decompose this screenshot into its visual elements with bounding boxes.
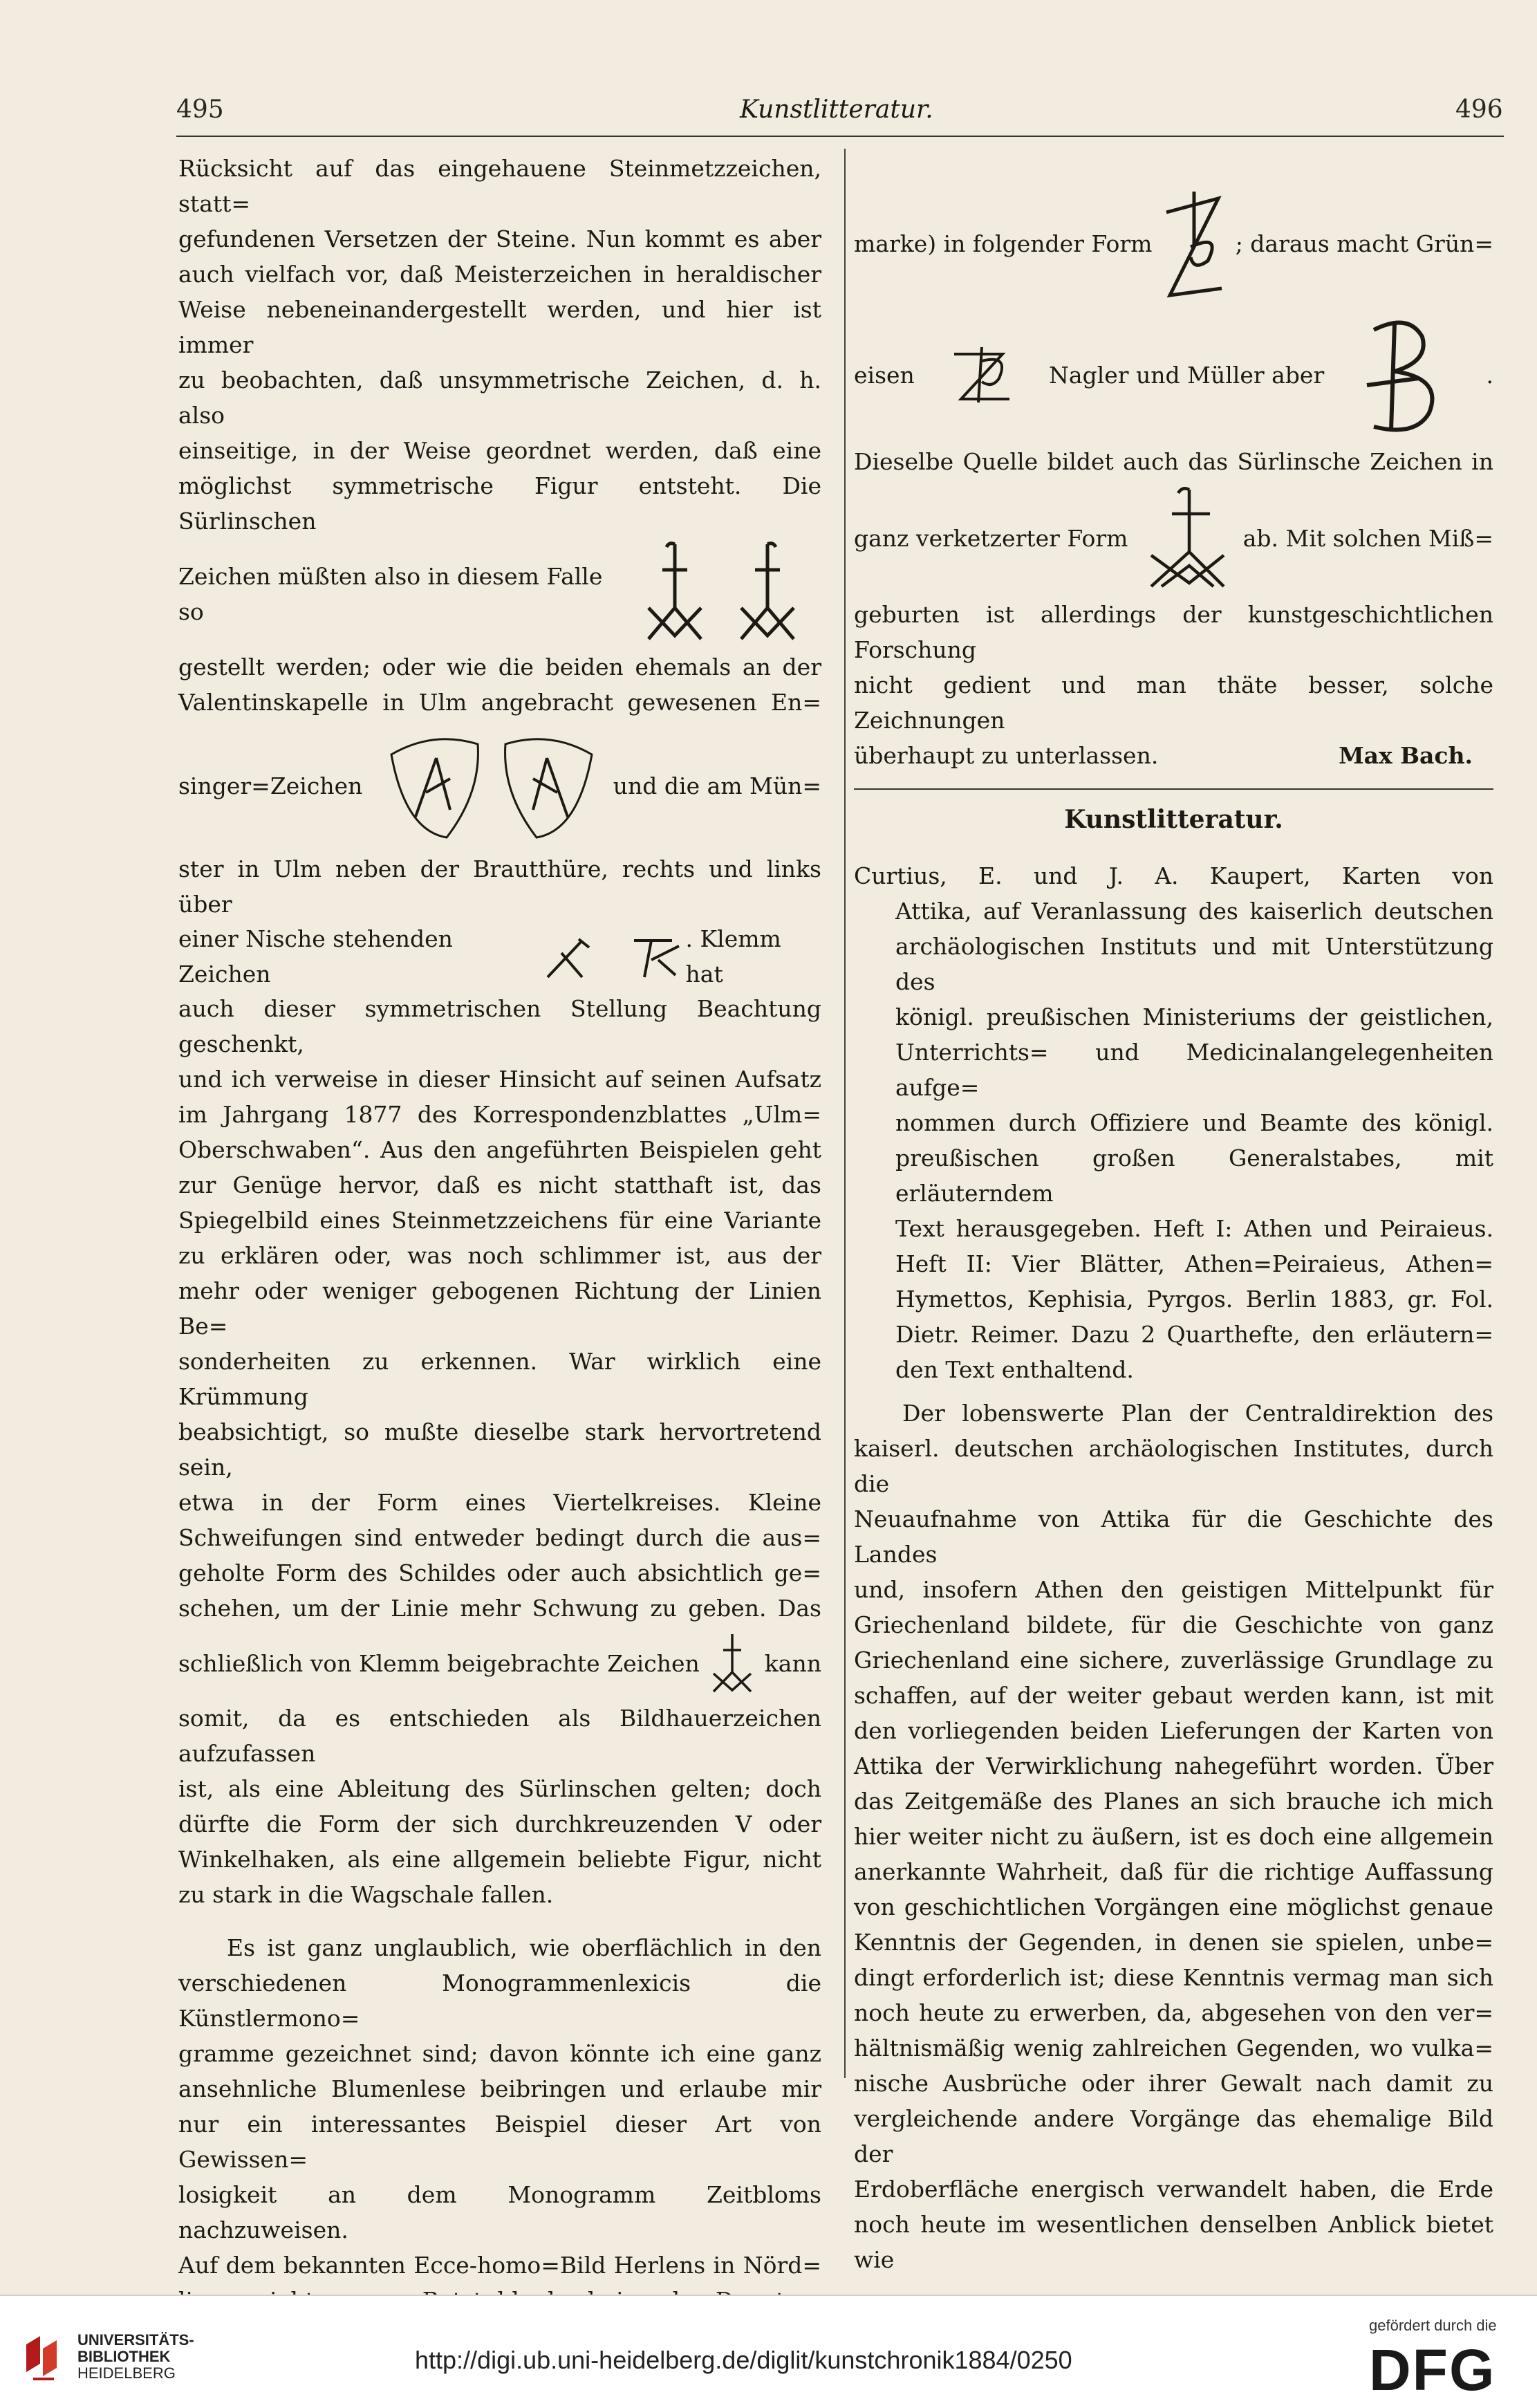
figure-line-variants	[854, 306, 1493, 444]
section-heading: Kunstlitteratur.	[1064, 805, 1283, 834]
text-line: Der lobenswerte Plan der Centraldirektion des	[902, 1400, 1493, 1427]
text-line: Griechenland bildete, für die Geschichte von ganz	[854, 1611, 1493, 1638]
text-line: Zeichen müßten also in diesem Falle so	[178, 563, 603, 625]
text-line: hältnismäßig wenig zahlreichen Gegenden, wo vulka=	[854, 2035, 1493, 2062]
text-line: Kenntnis der Gegenden, in denen sie spielen, unbe=	[854, 1929, 1493, 1956]
dfg-logo[interactable]: DFG	[1369, 2337, 1496, 2402]
text-line: Erdoberfläche energisch verwandelt haben, die Erde	[854, 2176, 1493, 2203]
monogram-variant-icon	[944, 340, 1020, 409]
text-line: etwa in der Form eines Viertelkreises. Kleine	[178, 1489, 821, 1516]
text-line: und, insofern Athen den geistigen Mittelpunkt für	[854, 1576, 1493, 1603]
text-line: einer Nische stehenden Zeichen	[178, 925, 453, 988]
text-line: dingt erforderlich ist; diese Kenntnis vermag man sich	[854, 1964, 1493, 1991]
text-line: Valentinskapelle in Ulm angebracht gewesenen En=	[178, 689, 821, 716]
text-line: sonderheiten zu erkennen. War wirklich eine Krümmung	[178, 1348, 821, 1410]
text-line: zu beobachten, daß unsymmetrische Zeichen, d. h. also	[178, 367, 821, 429]
university-library-logo[interactable]	[19, 2331, 71, 2382]
text-line: ganz verketzerter Form	[854, 524, 1128, 552]
library-name-line: HEIDELBERG	[77, 2364, 176, 2382]
text-line: und ich verweise in dieser Hinsicht auf seinen Aufsatz	[178, 1066, 821, 1093]
text-line: eisen	[854, 361, 915, 389]
text-line: Attika, auf Veranlassung des kaiserlich deutschen	[895, 898, 1493, 925]
page-number-right: 496	[1455, 95, 1503, 124]
text-line: möglichst symmetrische Figur entsteht. Die Sürlinschen	[178, 472, 821, 535]
text-line: schließlich von Klemm beigebrachte Zeichen	[178, 1649, 700, 1677]
text-line: singer=Zeichen	[178, 772, 363, 799]
text-line: Neuaufnahme von Attika für die Geschichte des Landes	[854, 1506, 1493, 1568]
text-line: marke) in folgender Form	[854, 230, 1153, 257]
text-line: nicht gedient und man thäte besser, solche Zeichnungen	[854, 672, 1493, 734]
text-line: und die am Mün=	[613, 772, 821, 799]
shield-mark-icon	[384, 727, 485, 844]
text-line: verschiedenen Monogrammenlexicis die Künstlermono=	[178, 1970, 821, 2032]
viewer-footer	[0, 2295, 1537, 2408]
text-line: Es ist ganz unglaublich, wie oberflächlich in den	[227, 1934, 821, 1961]
text-line: Dietr. Reimer. Dazu 2 Quarthefte, den erläutern=	[895, 1321, 1493, 1348]
text-line: von geschichtlichen Vorgängen eine möglichst genaue	[854, 1893, 1493, 1920]
text-line: gefundenen Versetzen der Steine. Nun kommt es aber	[178, 225, 821, 252]
text-line: Oberschwaben“. Aus den angeführten Beispielen geht	[178, 1136, 821, 1163]
library-name-line: BIBLIOTHEK	[77, 2348, 171, 2365]
text-line: anerkannte Wahrheit, daß für die richtige Auffassung	[854, 1858, 1493, 1885]
niche-mark-left-icon	[541, 932, 603, 981]
text-line: auch dieser symmetrischen Stellung Beachtung geschenkt,	[178, 995, 821, 1057]
text-line: ansehnliche Blumenlese beibringen und erlaube mir	[178, 2075, 821, 2102]
text-line: zu stark in die Wagschale fallen.	[178, 1881, 554, 1908]
text-line: kann	[764, 1649, 821, 1677]
text-line: gramme gezeichnet sind; davon könnte ich eine ganz	[178, 2040, 821, 2067]
text-line: Nagler und Müller aber	[1049, 361, 1325, 389]
funding-note: gefördert durch die	[1369, 2317, 1497, 2334]
permalink-url[interactable]: http://digi.ub.uni-heidelberg.de/diglit/kunstchronik1884/0250	[415, 2346, 1072, 2374]
left-column	[178, 151, 821, 2353]
shield-mark-mirrored-icon	[499, 727, 599, 844]
text-line: gestellt werden; oder wie die beiden ehemals an der	[178, 654, 821, 680]
klemm-mark-icon	[708, 1631, 756, 1696]
text-line: noch heute zu erwerben, da, abgesehen von den ver=	[854, 1999, 1493, 2026]
text-line: Text herausgegeben. Heft I: Athen und Peiraieus.	[895, 1215, 1493, 1242]
text-line: geholte Form des Schildes oder auch absichtlich ge=	[178, 1559, 821, 1586]
text-line: königl. preußischen Ministeriums der geistlichen,	[895, 1003, 1493, 1030]
niche-mark-right-icon	[624, 932, 686, 981]
house-mark-icon	[1153, 185, 1236, 302]
text-line: Unterrichts= und Medicinalangelegenheiten aufge=	[895, 1039, 1493, 1101]
text-line: den vorliegenden beiden Lieferungen der Karten von	[854, 1717, 1493, 1744]
text-line: mehr oder weniger gebogenen Richtung der Linien Be=	[178, 1277, 821, 1340]
mason-mark-mirrored-icon	[732, 539, 808, 649]
figure-line-suerlin	[178, 539, 821, 649]
text-line: preußischen großen Generalstabes, mit erläuterndem	[895, 1145, 1493, 1207]
text-line: Schweifungen sind entweder bedingt durch die aus=	[178, 1524, 821, 1551]
right-column	[854, 181, 1493, 2277]
text-line	[854, 738, 1493, 773]
text-line: nur ein interessantes Beispiel dieser Art von Gewissen=	[178, 2111, 821, 2173]
text-line: geburten ist allerdings der kunstgeschichtlichen Forschung	[854, 601, 1493, 663]
author-signature: Max Bach.	[1339, 742, 1473, 769]
text-line: beabsichtigt, so mußte dieselbe stark hervortretend sein,	[178, 1418, 821, 1481]
text-line: ; daraus macht Grün=	[1235, 230, 1493, 257]
text-line: ster in Ulm neben der Brautthüre, rechts und links über	[178, 855, 821, 918]
text-line: zur Genüge hervor, daß es nicht statthaft ist, das	[178, 1171, 821, 1198]
library-name[interactable]	[77, 2332, 194, 2382]
text-line: den Text enthaltend.	[895, 1356, 1134, 1383]
text-line: Auf dem bekannten Ecce-homo=Bild Herlens in Nörd=	[178, 2252, 821, 2279]
text-line: Griechenland eine sichere, zuverlässige Grundlage zu	[854, 1647, 1493, 1674]
column-divider	[844, 149, 846, 2078]
text-line: somit, da es entschieden als Bildhauerzeichen aufzufassen	[178, 1705, 821, 1767]
text-line: ab. Mit solchen Miß=	[1242, 524, 1493, 552]
text-line: im Jahrgang 1877 des Korrespondenzblattes „Ulm=	[178, 1101, 821, 1128]
text-line: Spiegelbild eines Steinmetzzeichens für eine Variante	[178, 1207, 821, 1234]
text-line: Curtius, E. und J. A. Kaupert, Karten von	[854, 862, 1493, 889]
text-line: das Zeitgemäße des Planes an sich brauche ich mich	[854, 1788, 1493, 1815]
text-line: auch vielfach vor, daß Meisterzeichen in heraldischer	[178, 261, 821, 288]
text-line: noch heute im wesentlichen denselben Anblick bietet wie	[854, 2211, 1493, 2273]
header-rule	[176, 136, 1504, 137]
text-line: zu erklären oder, was noch schlimmer ist, aus der	[178, 1242, 821, 1269]
text-line: archäologischen Instituts und mit Unterstützung des	[895, 933, 1493, 995]
text-line: Dieselbe Quelle bildet auch das Sürlinsche Zeichen in	[854, 448, 1493, 475]
text-line: Rücksicht auf das eingehauene Steinmetzzeichen, statt=	[178, 155, 821, 217]
mason-mark-icon	[635, 539, 711, 649]
text-line: . Klemm hat	[685, 925, 781, 988]
library-name-line: UNIVERSITÄTS-	[77, 2331, 194, 2349]
text-line: schaffen, auf der weiter gebaut werden kann, ist mit	[854, 1682, 1493, 1709]
text-line: einseitige, in der Weise geordnet werden, daß eine	[178, 437, 821, 464]
figure-line-hausmarke	[854, 181, 1493, 306]
figure-line-klemm	[178, 1626, 821, 1701]
page-number-left: 495	[176, 95, 224, 124]
text-line: Hymettos, Kephisia, Pyrgos. Berlin 1883, gr. Fol.	[895, 1286, 1493, 1313]
text-line: überhaupt zu unterlassen.	[854, 742, 1159, 769]
running-title: Kunstlitteratur.	[740, 95, 933, 124]
text-line: Attika der Verwirklichung nahegeführt worden. Über	[854, 1752, 1493, 1779]
text-line: nische Ausbrüche oder ihrer Gewalt nach damit zu	[854, 2070, 1493, 2097]
text-line: ist, als eine Ableitung des Sürlinschen gelten; doch	[178, 1775, 821, 1802]
corrupted-mark-icon	[1134, 483, 1238, 593]
text-line: kaiserl. deutschen archäologischen Institutes, durch die	[854, 1435, 1493, 1497]
monogram-b-icon	[1353, 309, 1457, 441]
text-line: schehen, um der Linie mehr Schwung zu geben. Das	[178, 1595, 821, 1622]
text-line: vergleichende andere Vorgänge das ehemalige Bild der	[854, 2105, 1493, 2167]
text-line: Winkelhaken, als eine allgemein beliebte Figur, nicht	[178, 1846, 821, 1873]
text-line: dürfte die Form der sich durchkreuzenden V oder	[178, 1810, 821, 1837]
text-line: hier weiter nicht zu äußern, ist es doch eine allgemein	[854, 1823, 1493, 1850]
figure-line-shields	[178, 720, 821, 851]
text-line: Weise nebeneinandergestellt werden, und hier ist immer	[178, 296, 821, 358]
text-line: nommen durch Offiziere und Beamte des königl.	[895, 1109, 1493, 1136]
text-line: .	[1486, 361, 1493, 389]
figure-line-niche	[178, 922, 821, 991]
figure-line-corrupted	[854, 479, 1493, 597]
text-line: Heft II: Vier Blätter, Athen=Peiraieus, Athen=	[895, 1250, 1493, 1277]
text-line: losigkeit an dem Monogramm Zeitbloms nachzuweisen.	[178, 2181, 821, 2243]
section-rule	[854, 788, 1493, 790]
